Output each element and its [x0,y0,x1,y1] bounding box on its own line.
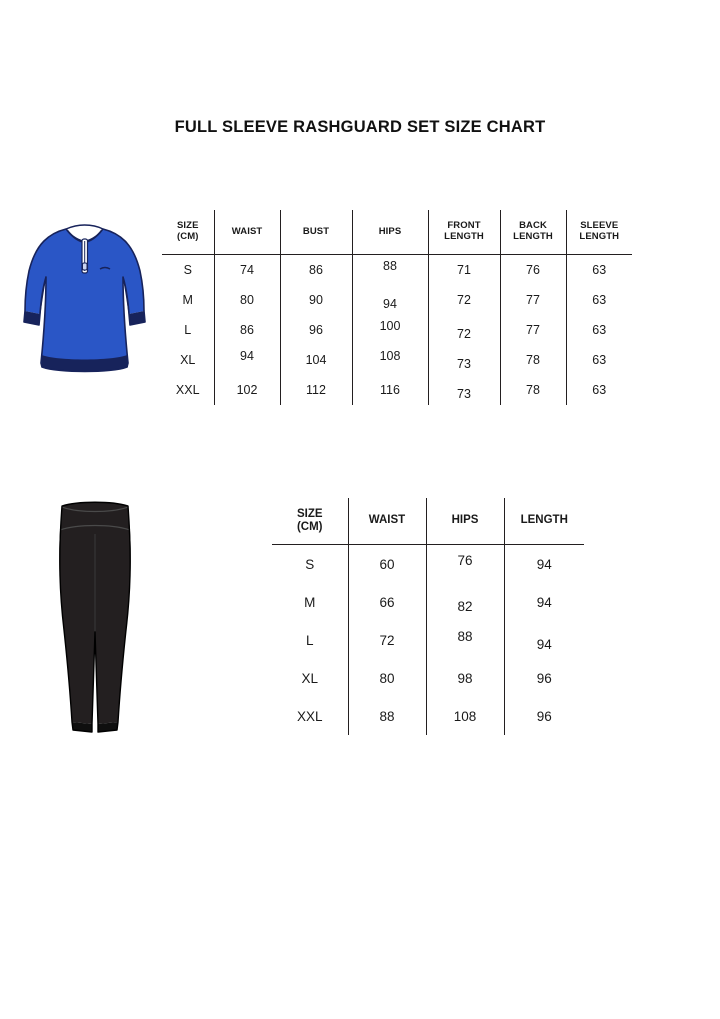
cell-hips: 82 [426,587,504,625]
cell-waist: 66 [348,583,426,621]
cell-sleeve-length: 63 [592,323,607,337]
table-row [162,375,632,405]
cell-bust: 86 [280,255,352,286]
column-header-size: SIZE (CM) [162,210,214,255]
table-row [272,545,584,584]
cell-hips: 88 [352,251,428,282]
cell-waist: 60 [348,545,426,584]
cell-waist: 72 [348,621,426,659]
cell-hips: 88 [426,617,504,655]
cell-size: M [272,583,348,621]
cell-sleeve-length: 63 [592,353,607,367]
cell-size: XL [162,345,214,375]
cell-hips: 108 [352,341,428,371]
cell-size: S [162,255,214,286]
leggings-size-table [272,498,584,735]
rashguard-size-table [162,210,632,405]
column-header-length: LENGTH [504,498,584,545]
cell-length: 94 [536,594,552,610]
cell-back-length: 77 [500,315,566,345]
cell-size: XXL [272,697,348,735]
cell-size: XL [272,659,348,697]
cell-hips: 108 [426,697,504,735]
cell-hips: 98 [426,659,504,697]
cell-hips: 100 [352,311,428,341]
column-header-size: SIZE (CM) [272,498,348,545]
cell-length: 96 [536,670,552,686]
table-row [272,621,584,659]
cell-sleeve-length: 63 [592,293,607,307]
cell-size: XXL [162,375,214,405]
cell-front-length: 71 [428,255,500,286]
table-row [162,345,632,375]
cell-front-length: 73 [428,379,500,409]
cell-length: 94 [536,636,552,652]
cell-waist: 80 [348,659,426,697]
cell-size: S [272,545,348,584]
column-header-hips: HIPS [426,498,504,545]
table-row [162,255,632,286]
table-row [272,583,584,621]
leggings-illustration [40,500,150,740]
cell-front-length: 73 [428,349,500,379]
cell-length: 96 [536,708,552,724]
table-header-row [162,210,632,255]
cell-back-length: 76 [500,255,566,286]
cell-size: M [162,285,214,315]
column-header-bust: BUST [280,210,352,255]
page-title: FULL SLEEVE RASHGUARD SET SIZE CHART [174,118,546,136]
cell-length: 94 [536,556,552,572]
cell-back-length: 78 [500,345,566,375]
cell-hips: 94 [352,289,428,319]
cell-waist: 86 [214,315,280,345]
cell-back-length: 77 [500,285,566,315]
column-header-front-length: FRONT LENGTH [428,210,500,255]
column-header-sleeve-length: SLEEVE LENGTH [566,210,632,255]
cell-bust: 90 [280,285,352,315]
column-header-waist: WAIST [348,498,426,545]
cell-waist: 74 [214,255,280,286]
cell-size: L [162,315,214,345]
cell-sleeve-length: 63 [592,263,607,277]
rashguard-size-table-container [162,210,632,405]
cell-hips: 116 [352,375,428,405]
cell-bust: 104 [280,345,352,375]
cell-waist: 88 [348,697,426,735]
table-row [272,659,584,697]
cell-waist: 94 [214,341,280,371]
cell-front-length: 72 [428,319,500,349]
table-row [272,697,584,735]
rashguard-top-illustration [20,215,150,415]
cell-hips: 76 [426,541,504,580]
column-header-waist: WAIST [214,210,280,255]
cell-back-length: 78 [500,375,566,405]
cell-waist: 102 [214,375,280,405]
table-header-row [272,498,584,545]
cell-size: L [272,621,348,659]
cell-waist: 80 [214,285,280,315]
cell-front-length: 72 [428,285,500,315]
cell-bust: 112 [280,375,352,405]
cell-sleeve-length: 63 [592,383,607,397]
column-header-back-length: BACK LENGTH [500,210,566,255]
cell-bust: 96 [280,315,352,345]
leggings-size-table-container [272,498,584,735]
column-header-hips: HIPS [352,210,428,255]
